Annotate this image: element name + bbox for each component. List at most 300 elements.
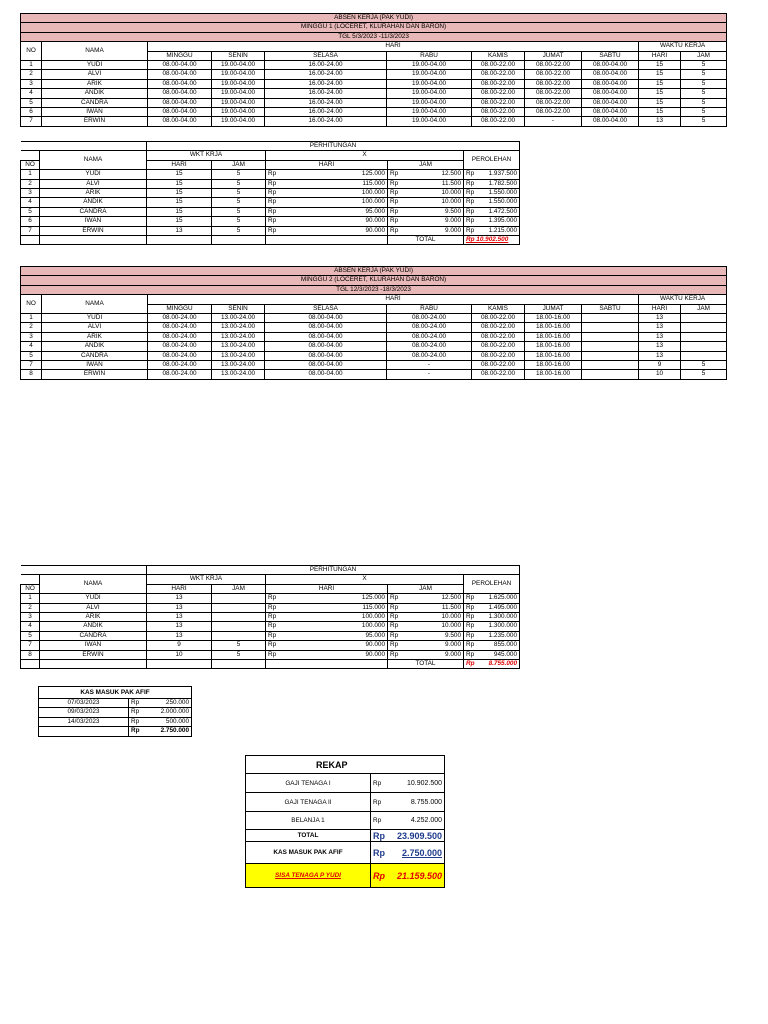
row-day-time [582, 361, 639, 370]
row-day-time: 08.00-22.00 [472, 70, 525, 79]
row-nama: ERWIN [42, 117, 148, 126]
row-day-time: 08.00-22.00 [525, 61, 582, 70]
table-row [39, 699, 192, 708]
row-day-time: 08.00-04.00 [582, 108, 639, 117]
day-header: SENIN [212, 51, 265, 60]
row-no: 2 [21, 179, 40, 188]
col-hari-header: HARI [147, 584, 212, 593]
row-jam [681, 342, 727, 351]
row-no: 3 [21, 79, 42, 88]
row-nama: ARIK [42, 79, 148, 88]
row-day-time: 08.00-04.00 [582, 70, 639, 79]
row-currency: Rp [266, 198, 278, 207]
col-hari-header: HARI [147, 160, 212, 169]
attendance-table-week2 [20, 266, 727, 380]
col-no-header: NO [21, 42, 42, 61]
rekap-kas-currency: Rp [371, 842, 389, 864]
row-hari: 13 [639, 314, 681, 323]
row-hari: 13 [147, 226, 212, 235]
day-header: RABU [387, 51, 472, 60]
row-day-time: 08.00-24.00 [387, 323, 472, 332]
row-perolehan: 1.782.500 [474, 179, 520, 188]
row-day-time: 08.00-24.00 [148, 370, 212, 379]
row-day-time [582, 323, 639, 332]
row-currency: Rp [266, 622, 278, 631]
table-row [21, 622, 520, 631]
row-jam: 5 [212, 179, 266, 188]
kas-value: 250.000 [143, 699, 192, 708]
row-day-time: 08.00-22.00 [472, 323, 525, 332]
row-nama: CANDRA [40, 631, 147, 640]
row-rate-hari: 100.000 [278, 613, 388, 622]
row-day-time: 08.00-24.00 [148, 351, 212, 360]
row-rate-hari: 100.000 [278, 198, 388, 207]
row-day-time: 19.00-04.00 [212, 61, 265, 70]
rekap-total-value: 23.909.500 [389, 830, 445, 842]
row-day-time: 08.00-04.00 [265, 342, 387, 351]
row-day-time: 18.00-16.00 [525, 342, 582, 351]
row-no: 4 [21, 622, 40, 631]
row-day-time: 18.00-16.00 [525, 332, 582, 341]
day-header: JUMAT [525, 51, 582, 60]
row-currency: Rp [464, 207, 474, 216]
row-day-time: - [387, 370, 472, 379]
row-day-time: 08.00-24.00 [148, 361, 212, 370]
row-currency: Rp [388, 198, 398, 207]
row-no: 5 [21, 351, 42, 360]
row-day-time: 19.00-04.00 [212, 117, 265, 126]
row-day-time [582, 314, 639, 323]
row-rate-hari: 90.000 [278, 217, 388, 226]
col-hari-total-header: HARI [639, 304, 681, 313]
row-nama: IWAN [40, 217, 147, 226]
row-perolehan: 1.550.000 [474, 198, 520, 207]
row-day-time: 19.00-04.00 [212, 108, 265, 117]
row-rate-hari: 95.000 [278, 207, 388, 216]
row-day-time: 08.00-04.00 [582, 98, 639, 107]
row-hari: 15 [147, 198, 212, 207]
row-day-time: 13.00-24.00 [212, 323, 265, 332]
row-currency: Rp [388, 603, 398, 612]
row-jam [212, 603, 266, 612]
total-currency: Rp [464, 660, 474, 669]
row-hari: 15 [147, 207, 212, 216]
row-currency: Rp [388, 170, 398, 179]
row-no: 7 [21, 361, 42, 370]
row-perolehan: 1.625.000 [474, 594, 520, 603]
row-day-time: 08.00-22.00 [525, 89, 582, 98]
row-nama: ERWIN [40, 650, 147, 659]
table-row [21, 70, 727, 79]
row-day-time: 08.00-04.00 [148, 70, 212, 79]
row-day-time: 08.00-22.00 [472, 108, 525, 117]
table-row [21, 61, 727, 70]
row-jam: 5 [681, 108, 727, 117]
col-x-header: X [266, 151, 464, 160]
row-perolehan: 1.495.000 [474, 603, 520, 612]
row-day-time: 19.00-04.00 [212, 79, 265, 88]
row-hari: 13 [639, 351, 681, 360]
row-hari: 9 [639, 361, 681, 370]
row-day-time: 08.00-24.00 [148, 342, 212, 351]
row-currency: Rp [388, 226, 398, 235]
rekap-label: GAJI TENAGA II [246, 793, 371, 812]
col-jam-header: JAM [681, 51, 727, 60]
row-day-time: - [525, 117, 582, 126]
kas-currency: Rp [129, 699, 143, 708]
table-row [21, 217, 520, 226]
row-day-time: 16.00-24.00 [265, 98, 387, 107]
table-row [21, 613, 520, 622]
row-perolehan: 1.937.500 [474, 170, 520, 179]
row-jam: 5 [212, 650, 266, 659]
row-jam: 5 [212, 189, 266, 198]
row-currency: Rp [464, 650, 474, 659]
table-row [21, 594, 520, 603]
row-jam: 5 [681, 361, 727, 370]
row-jam: 5 [212, 198, 266, 207]
row-nama: ERWIN [40, 226, 147, 235]
row-day-time [582, 342, 639, 351]
day-header: SENIN [212, 304, 265, 313]
row-hari: 15 [147, 189, 212, 198]
day-header: MINGGU [148, 51, 212, 60]
calculation-title: PERHITUNGAN [147, 566, 520, 575]
row-no: 5 [21, 207, 40, 216]
row-day-time: 19.00-04.00 [387, 108, 472, 117]
row-day-time: 08.00-24.00 [148, 323, 212, 332]
day-header: KAMIS [472, 304, 525, 313]
row-day-time: 08.00-04.00 [265, 351, 387, 360]
total-label: TOTAL [388, 660, 464, 669]
col-no-header: NO [21, 160, 40, 169]
row-day-time: 08.00-04.00 [582, 89, 639, 98]
col-waktu-header: WAKTU KERJA [639, 42, 727, 51]
row-rate-hari: 90.000 [278, 650, 388, 659]
row-currency: Rp [464, 198, 474, 207]
row-day-time: 13.00-24.00 [212, 332, 265, 341]
row-day-time: 08.00-04.00 [265, 314, 387, 323]
table-row [21, 650, 520, 659]
row-currency: Rp [464, 613, 474, 622]
row-no: 1 [21, 170, 40, 179]
rekap-sisa-label: SISA TENAGA P YUDI [246, 864, 371, 888]
row-day-time [582, 332, 639, 341]
attendance-title: ABSEN KERJA (PAK YUDI) [21, 14, 727, 23]
row-hari: 13 [639, 332, 681, 341]
row-rate-hari: 100.000 [278, 189, 388, 198]
table-row [21, 179, 520, 188]
row-no: 4 [21, 89, 42, 98]
row-jam: 5 [212, 217, 266, 226]
row-day-time: 08.00-24.00 [148, 314, 212, 323]
row-day-time: 08.00-04.00 [148, 98, 212, 107]
row-nama: ANDIK [40, 622, 147, 631]
row-day-time: 19.00-04.00 [212, 98, 265, 107]
row-day-time: 08.00-04.00 [265, 361, 387, 370]
rekap-total-label: TOTAL [246, 830, 371, 842]
row-currency: Rp [388, 622, 398, 631]
day-header: SELASA [265, 304, 387, 313]
row-rate-hari: 115.000 [278, 603, 388, 612]
row-currency: Rp [464, 189, 474, 198]
row-nama: ARIK [40, 189, 147, 198]
table-row [21, 351, 727, 360]
row-no: 7 [21, 226, 40, 235]
row-day-time: 08.00-22.00 [525, 79, 582, 88]
row-rate-jam: 10.000 [398, 613, 464, 622]
row-no: 2 [21, 323, 42, 332]
kas-total-value: 2.750.000 [143, 727, 192, 736]
row-perolehan: 1.235.000 [474, 631, 520, 640]
col-x-hari-header: HARI [266, 160, 388, 169]
table-row [21, 323, 727, 332]
row-nama: YUDI [40, 594, 147, 603]
total-value: Rp 10.902.500 [464, 236, 520, 245]
row-hari: 9 [147, 641, 212, 650]
kas-date: 07/03/2023 [39, 699, 129, 708]
row-day-time: 08.00-04.00 [265, 323, 387, 332]
col-jam-header: JAM [212, 160, 266, 169]
row-nama: ARIK [42, 332, 148, 341]
row-currency: Rp [266, 641, 278, 650]
row-day-time: 08.00-04.00 [265, 332, 387, 341]
calculation-table-week2 [20, 565, 520, 669]
row-day-time: 08.00-22.00 [472, 98, 525, 107]
row-rate-jam: 9.000 [398, 217, 464, 226]
row-jam [212, 613, 266, 622]
row-rate-jam: 11.500 [398, 603, 464, 612]
row-hari: 15 [639, 98, 681, 107]
row-perolehan: 1.300.000 [474, 613, 520, 622]
rekap-currency: Rp [371, 774, 389, 793]
row-perolehan: 855.000 [474, 641, 520, 650]
row-rate-hari: 90.000 [278, 641, 388, 650]
total-value: 8.755.000 [474, 660, 520, 669]
row-currency: Rp [388, 207, 398, 216]
col-waktu-header: WAKTU KERJA [639, 295, 727, 304]
kas-title: KAS MASUK PAK AFIF [39, 687, 192, 699]
table-row [21, 98, 727, 107]
row-no: 5 [21, 631, 40, 640]
row-hari: 15 [147, 179, 212, 188]
row-currency: Rp [266, 226, 278, 235]
col-nama-header: NAMA [40, 575, 147, 594]
row-no: 5 [21, 98, 42, 107]
row-rate-jam: 10.000 [398, 622, 464, 631]
kas-masuk-table [38, 686, 192, 737]
row-day-time: 19.00-04.00 [387, 79, 472, 88]
row-hari: 13 [147, 622, 212, 631]
day-header: RABU [387, 304, 472, 313]
row-hari: 10 [639, 370, 681, 379]
kas-total-currency: Rp [129, 727, 143, 736]
row-day-time: 08.00-22.00 [472, 79, 525, 88]
row-rate-hari: 95.000 [278, 631, 388, 640]
attendance-title: ABSEN KERJA (PAK YUDI) [21, 267, 727, 276]
kas-date: 09/03/2023 [39, 708, 129, 717]
row-no: 6 [21, 108, 42, 117]
row-currency: Rp [464, 641, 474, 650]
table-row [21, 370, 727, 379]
row-jam: 5 [681, 89, 727, 98]
col-no-header: NO [21, 295, 42, 314]
row-perolehan: 1.472.500 [474, 207, 520, 216]
row-nama: YUDI [40, 170, 147, 179]
row-perolehan: 1.550.000 [474, 189, 520, 198]
row-jam: 5 [681, 370, 727, 379]
row-day-time: 08.00-24.00 [387, 342, 472, 351]
row-jam [681, 332, 727, 341]
table-row [21, 108, 727, 117]
row-nama: ARIK [40, 613, 147, 622]
row-day-time: 18.00-16.00 [525, 370, 582, 379]
row-jam: 5 [212, 207, 266, 216]
row-jam: 5 [681, 98, 727, 107]
rekap-value: 10.902.500 [389, 774, 445, 793]
attendance-subtitle: MINGGU 2 (LOCERET, KLURAHAN DAN BARON) [21, 276, 727, 285]
row-jam: 5 [212, 641, 266, 650]
row-day-time: 18.00-16.00 [525, 323, 582, 332]
row-day-time: 19.00-04.00 [387, 89, 472, 98]
calculation-table-week1 [20, 141, 520, 245]
day-header: KAMIS [472, 51, 525, 60]
attendance-table-week1 [20, 13, 727, 127]
row-day-time: - [387, 361, 472, 370]
row-currency: Rp [388, 594, 398, 603]
row-rate-hari: 90.000 [278, 226, 388, 235]
row-hari: 13 [147, 613, 212, 622]
row-no: 2 [21, 603, 40, 612]
row-currency: Rp [464, 622, 474, 631]
rekap-sisa-currency: Rp [371, 864, 389, 888]
row-currency: Rp [266, 613, 278, 622]
row-day-time: 13.00-24.00 [212, 342, 265, 351]
row-currency: Rp [266, 594, 278, 603]
row-rate-jam: 12.500 [398, 170, 464, 179]
row-no: 1 [21, 61, 42, 70]
rekap-label: GAJI TENAGA I [246, 774, 371, 793]
row-currency: Rp [266, 189, 278, 198]
row-no: 4 [21, 342, 42, 351]
row-currency: Rp [388, 613, 398, 622]
table-row [21, 207, 520, 216]
row-nama: ANDIK [42, 342, 148, 351]
table-row [21, 198, 520, 207]
rekap-kas-value: 2.750.000 [389, 842, 445, 864]
row-day-time: 08.00-04.00 [148, 89, 212, 98]
row-jam [681, 323, 727, 332]
row-jam: 5 [681, 70, 727, 79]
row-currency: Rp [266, 207, 278, 216]
row-rate-jam: 10.000 [398, 189, 464, 198]
rekap-total-currency: Rp [371, 830, 389, 842]
row-rate-jam: 9.000 [398, 641, 464, 650]
table-row [39, 717, 192, 726]
row-day-time: 08.00-04.00 [148, 61, 212, 70]
row-day-time: 08.00-04.00 [148, 108, 212, 117]
row-rate-jam: 12.500 [398, 594, 464, 603]
col-x-jam-header: JAM [388, 584, 464, 593]
row-day-time: 19.00-04.00 [387, 70, 472, 79]
row-rate-hari: 125.000 [278, 594, 388, 603]
row-currency: Rp [388, 189, 398, 198]
row-jam: 5 [681, 61, 727, 70]
row-currency: Rp [266, 631, 278, 640]
row-day-time: 08.00-04.00 [582, 79, 639, 88]
row-day-time: 16.00-24.00 [265, 89, 387, 98]
row-day-time: 13.00-24.00 [212, 351, 265, 360]
row-day-time: 08.00-22.00 [472, 351, 525, 360]
row-day-time: 08.00-22.00 [472, 370, 525, 379]
col-x-header: X [266, 575, 464, 584]
row-day-time: 08.00-22.00 [472, 332, 525, 341]
row-day-time: 08.00-22.00 [472, 117, 525, 126]
row-nama: CANDRA [40, 207, 147, 216]
col-nama-header: NAMA [42, 295, 148, 314]
row-day-time: 08.00-04.00 [148, 117, 212, 126]
row-day-time: 19.00-04.00 [387, 61, 472, 70]
row-hari: 13 [639, 323, 681, 332]
row-hari: 10 [147, 650, 212, 659]
row-day-time: 18.00-16.00 [525, 351, 582, 360]
row-currency: Rp [464, 631, 474, 640]
row-hari: 15 [147, 217, 212, 226]
attendance-date: TGL 12/3/2023 -18/3/2023 [21, 285, 727, 294]
row-no: 7 [21, 641, 40, 650]
row-rate-jam: 11.500 [398, 179, 464, 188]
row-currency: Rp [464, 170, 474, 179]
row-currency: Rp [388, 179, 398, 188]
row-nama: CANDRA [42, 351, 148, 360]
row-day-time: 08.00-04.00 [148, 79, 212, 88]
row-day-time [582, 351, 639, 360]
row-hari: 13 [639, 342, 681, 351]
row-currency: Rp [388, 650, 398, 659]
table-row [21, 226, 520, 235]
calculation-title: PERHITUNGAN [147, 142, 520, 151]
row-hari: 13 [639, 117, 681, 126]
col-wkt-header: WKT KRJA [147, 151, 266, 160]
row-no: 8 [21, 650, 40, 659]
row-jam [681, 351, 727, 360]
day-header: JUMAT [525, 304, 582, 313]
row-nama: YUDI [42, 61, 148, 70]
row-currency: Rp [388, 217, 398, 226]
row-nama: IWAN [42, 108, 148, 117]
row-perolehan: 945.000 [474, 650, 520, 659]
row-day-time: 08.00-22.00 [525, 108, 582, 117]
day-header: SELASA [265, 51, 387, 60]
col-x-hari-header: HARI [266, 584, 388, 593]
row-day-time: 16.00-24.00 [265, 117, 387, 126]
row-day-time: 08.00-22.00 [472, 342, 525, 351]
row-hari: 15 [639, 108, 681, 117]
row-day-time: 08.00-24.00 [387, 351, 472, 360]
row-no: 3 [21, 189, 40, 198]
row-day-time: 08.00-04.00 [265, 370, 387, 379]
table-row [21, 603, 520, 612]
row-perolehan: 1.395.000 [474, 217, 520, 226]
day-header: SABTU [582, 304, 639, 313]
col-hari-header: HARI [148, 295, 639, 304]
table-row [21, 79, 727, 88]
row-jam: 5 [212, 170, 266, 179]
row-day-time: 08.00-24.00 [387, 332, 472, 341]
rekap-kas-label: KAS MASUK PAK AFIF [246, 842, 371, 864]
attendance-subtitle: MINGGU 1 (LOCERET, KLURAHAN DAN BARON) [21, 23, 727, 32]
table-row [21, 117, 727, 126]
